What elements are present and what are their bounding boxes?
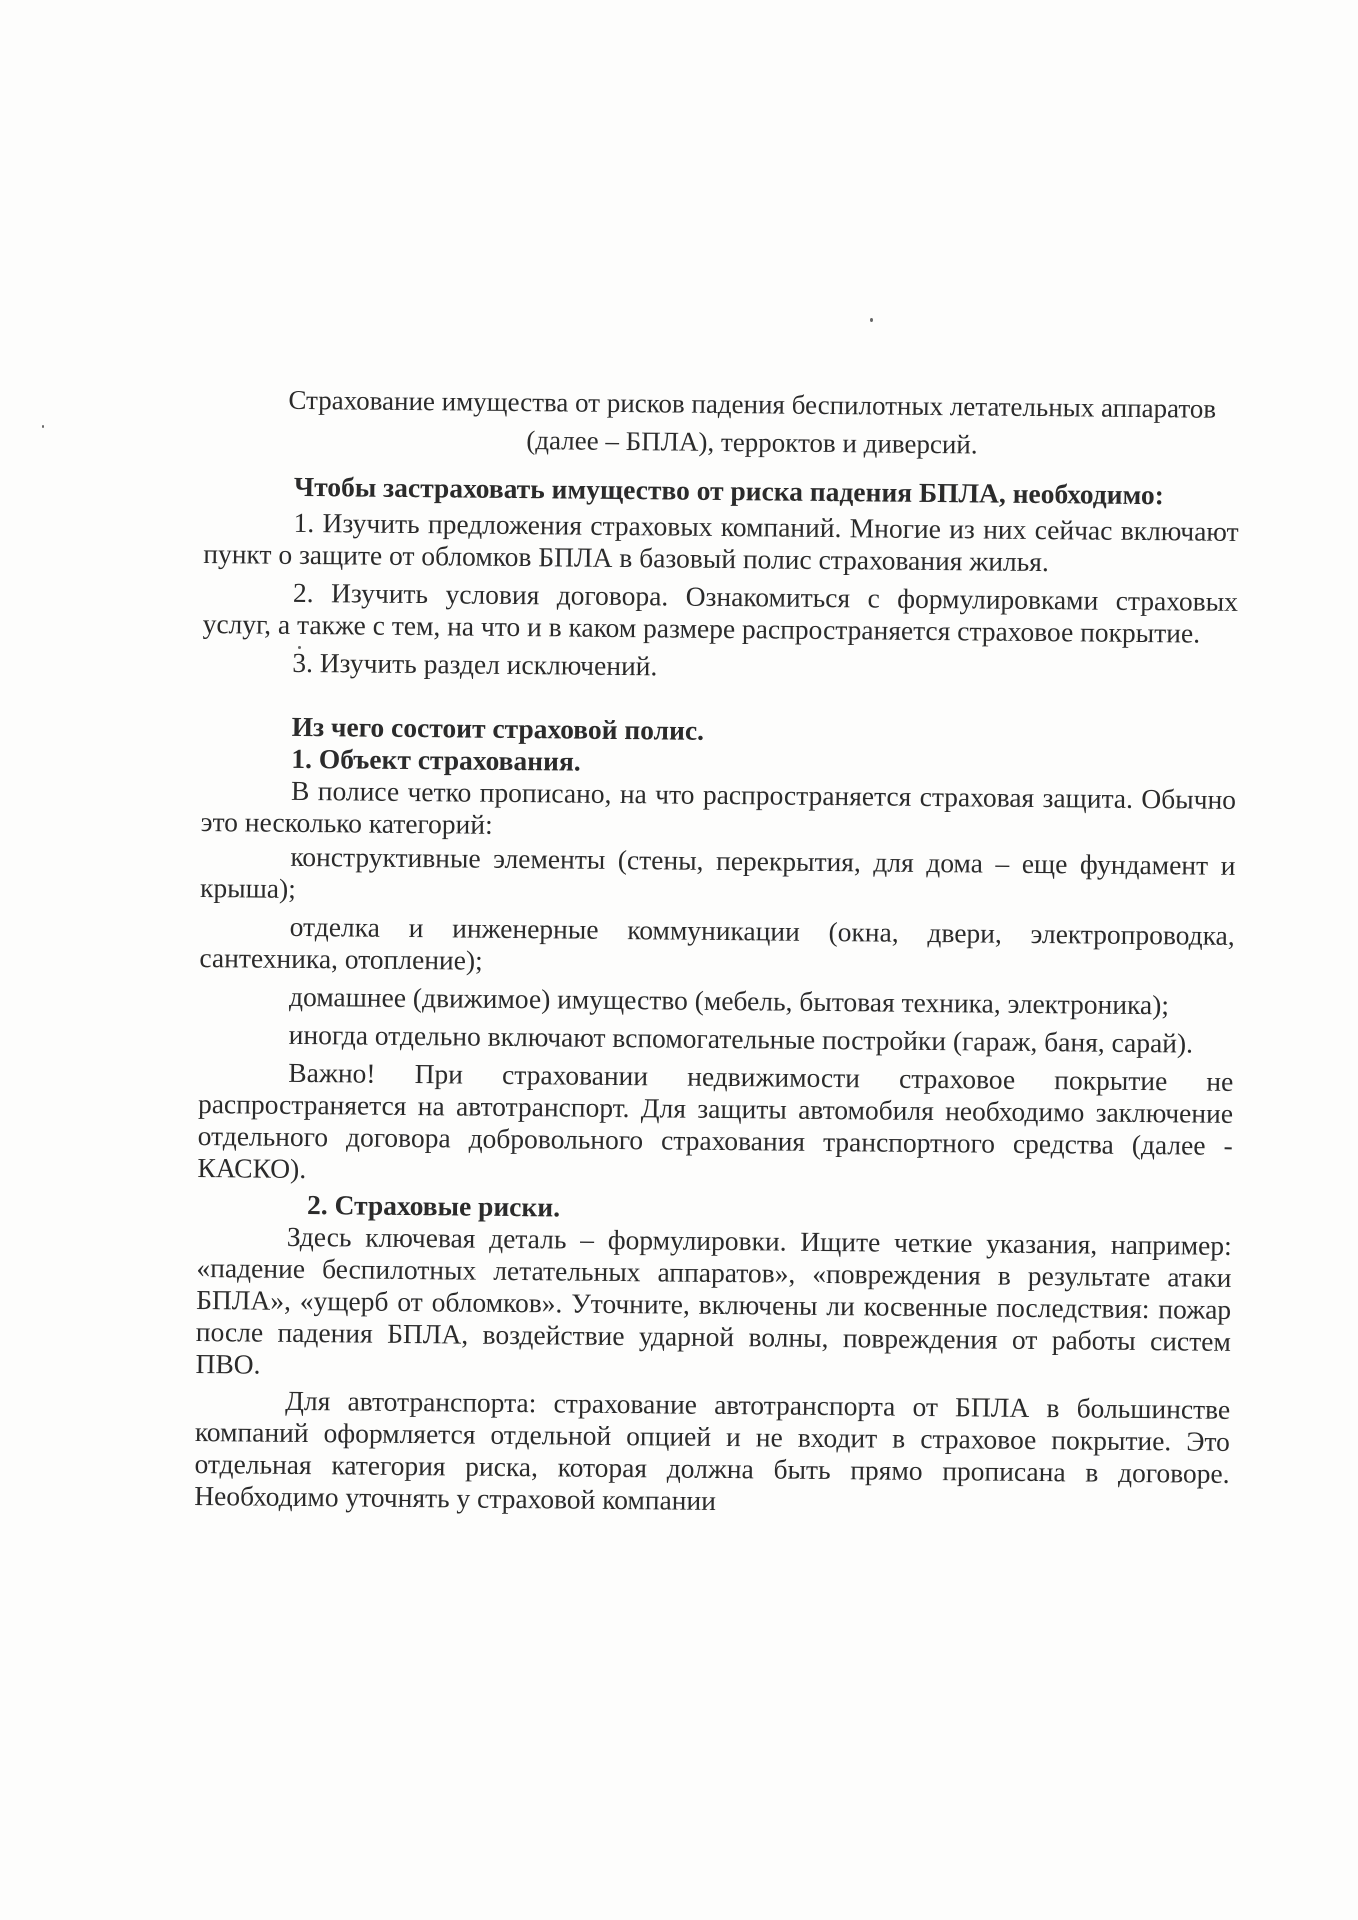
category-item: отделка и инженерные коммуникации (окна, двери, электропроводка, сантехника, отопление);: [199, 910, 1235, 976]
category-item: иногда отдельно включают вспомогательные постройки (гараж, баня, сарай).: [288, 1018, 1194, 1059]
scan-speck: [42, 425, 44, 428]
step-item: 3. Изучить раздел исключений.: [292, 646, 658, 682]
category-item: конструктивные элементы (стены, перекрытия, для дома – еще фундамент и крыша);: [199, 840, 1236, 904]
step-item: 2. Изучить условия договора. Ознакомиться с формулировками страховых услуг, а также с тем, на что и в каком размере распространяется страховое покрытие.: [202, 576, 1239, 649]
intro-paragraph: Чтобы застраховать имущество от риска падения БПЛА, необходимо:: [293, 470, 1165, 511]
step-item: 1. Изучить предложения страховых компаний. Многие из них сейчас включают пункт о защите от обломков БПЛА в базовый полис страхования жилья.: [203, 506, 1239, 578]
vehicle-paragraph: Для автотранспорта: страхование автотранспорта от БПЛА в большинстве компаний оформляется отдельной опцией и не входит в страховое покрытие. Это отдельная категория риска, которая должна быть прямо прописана в договоре. Необходимо уточнять у страховой компании: [194, 1384, 1231, 1516]
section-heading: Из чего состоит страховой полис.: [291, 710, 705, 746]
risks-paragraph: Здесь ключевая деталь – формулировки. Ищите четкие указания, например: «падение беспилотных летательных аппаратов», «повреждения в результате атаки БПЛА», «ущерб от обломков». Уточните, включены ли косвенные последствия: пожар после падения БПЛА, воздействие ударной волны, повреждения от работы систем ПВО.: [195, 1220, 1232, 1380]
scan-speck: [870, 318, 873, 322]
subsection-heading-risks: 2. Страховые риски.: [306, 1189, 561, 1223]
document-body: [194, 380, 1240, 1526]
subsection-intro: В полисе четко прописано, на что распространяется страховая защита. Обычно это несколько категорий:: [200, 774, 1237, 840]
category-item: домашнее (движимое) имущество (мебель, бытовая техника, электроника);: [288, 980, 1170, 1021]
important-note: Важно! При страховании недвижимости страховое покрытие не распространяется на автотранспорт. Для защиты автомобиля необходимо заключение отдельного договора добровольного страхования транспортного средства (далее - КАСКО).: [197, 1056, 1234, 1185]
subsection-heading-object: 1. Объект страхования.: [291, 742, 581, 777]
document-title: Страхование имущества от рисков падения беспилотных летательных аппаратов (далее – БПЛА), терроктов и диверсий.: [288, 384, 1217, 460]
